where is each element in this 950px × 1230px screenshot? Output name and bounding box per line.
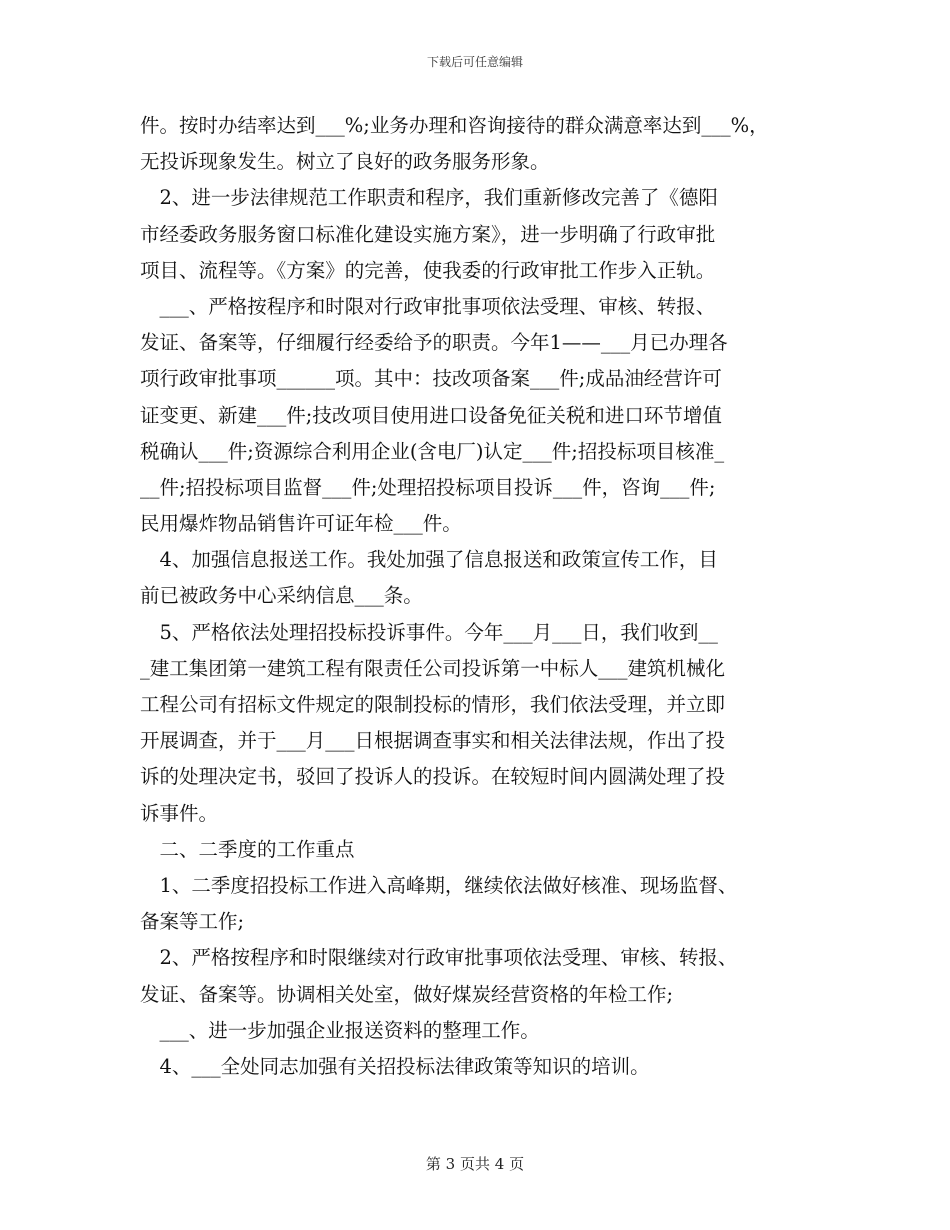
text-line: 开展调查，并于___月___日根据调查事实和相关法律法规，作出了投 <box>140 729 726 753</box>
text-line: 件。按时办结率达到___%;业务办理和咨询接待的群众满意率达到___%， <box>140 114 769 137</box>
document-body <box>140 108 820 1085</box>
text-line: 工程公司有招标文件规定的限制投标的情形，我们依法受理，并立即 <box>140 693 726 716</box>
page-number: 第 3 页共 4 页 <box>425 1155 525 1173</box>
text-line: 备案等工作; <box>140 910 245 934</box>
text-line: 诉事件。 <box>140 801 219 825</box>
text-line: 市经委政务服务窗口标准化建设实施方案》，进一步明确了行政审批 <box>140 222 716 246</box>
text-line: 2、严格按程序和时限继续对行政审批事项依法受理、审核、转报、 <box>140 946 738 970</box>
text-line: 4、___全处同志加强有关招投标法律政策等知识的培训。 <box>140 1054 650 1078</box>
text-line: _建工集团第一建筑工程有限责任公司投诉第一中标人___建筑机械化 <box>140 656 726 680</box>
text-line: __件;招投标项目监督___件;处理招投标项目投诉___件，咨询___件; <box>140 475 716 499</box>
text-line: 项目、流程等。《方案》的完善，使我委的行政审批工作步入正轨。 <box>140 258 716 282</box>
text-line: 4、加强信息报送工作。我处加强了信息报送和政策宣传工作，目 <box>140 548 718 572</box>
text-line: 发证、备案等，仔细履行经委给予的职责。今年1——___月已办理各 <box>140 331 728 355</box>
text-line: 前已被政务中心采纳信息___条。 <box>140 584 423 608</box>
text-line: 1、二季度招投标工作进入高峰期，继续依法做好核准、现场监督、 <box>140 873 738 897</box>
section-heading: 二、二季度的工作重点 <box>140 837 355 861</box>
text-line: 项行政审批事项______项。其中：技改项备案___件;成品油经营许可 <box>140 367 722 391</box>
text-line: 5、严格依法处理招投标投诉事件。今年___月___日，我们收到__ <box>140 620 718 644</box>
text-line: 证变更、新建___件;技改项目使用进口设备免征关税和进口环节增值 <box>140 403 722 427</box>
text-line: 诉的处理决定书，驳回了投诉人的投诉。在较短时间内圆满处理了投 <box>140 765 726 789</box>
text-line: 民用爆炸物品销售许可证年检___件。 <box>140 512 462 536</box>
text-line: ___、进一步加强企业报送资料的整理工作。 <box>140 1018 540 1042</box>
page-header-note: 下载后可任意编辑 <box>426 55 523 69</box>
text-line: 2、进一步法律规范工作职责和程序，我们重新修改完善了《德阳 <box>140 186 718 210</box>
text-line: 发证、备案等。协调相关处室，做好煤炭经营资格的年检工作; <box>140 982 674 1006</box>
text-line: 无投诉现象发生。树立了良好的政务服务形象。 <box>140 150 550 174</box>
text-line: 税确认___件;资源综合利用企业(含电厂)认定___件;招投标项目核准_ <box>140 439 725 463</box>
text-line: ___、严格按程序和时限对行政审批事项依法受理、审核、转报、 <box>140 294 716 318</box>
